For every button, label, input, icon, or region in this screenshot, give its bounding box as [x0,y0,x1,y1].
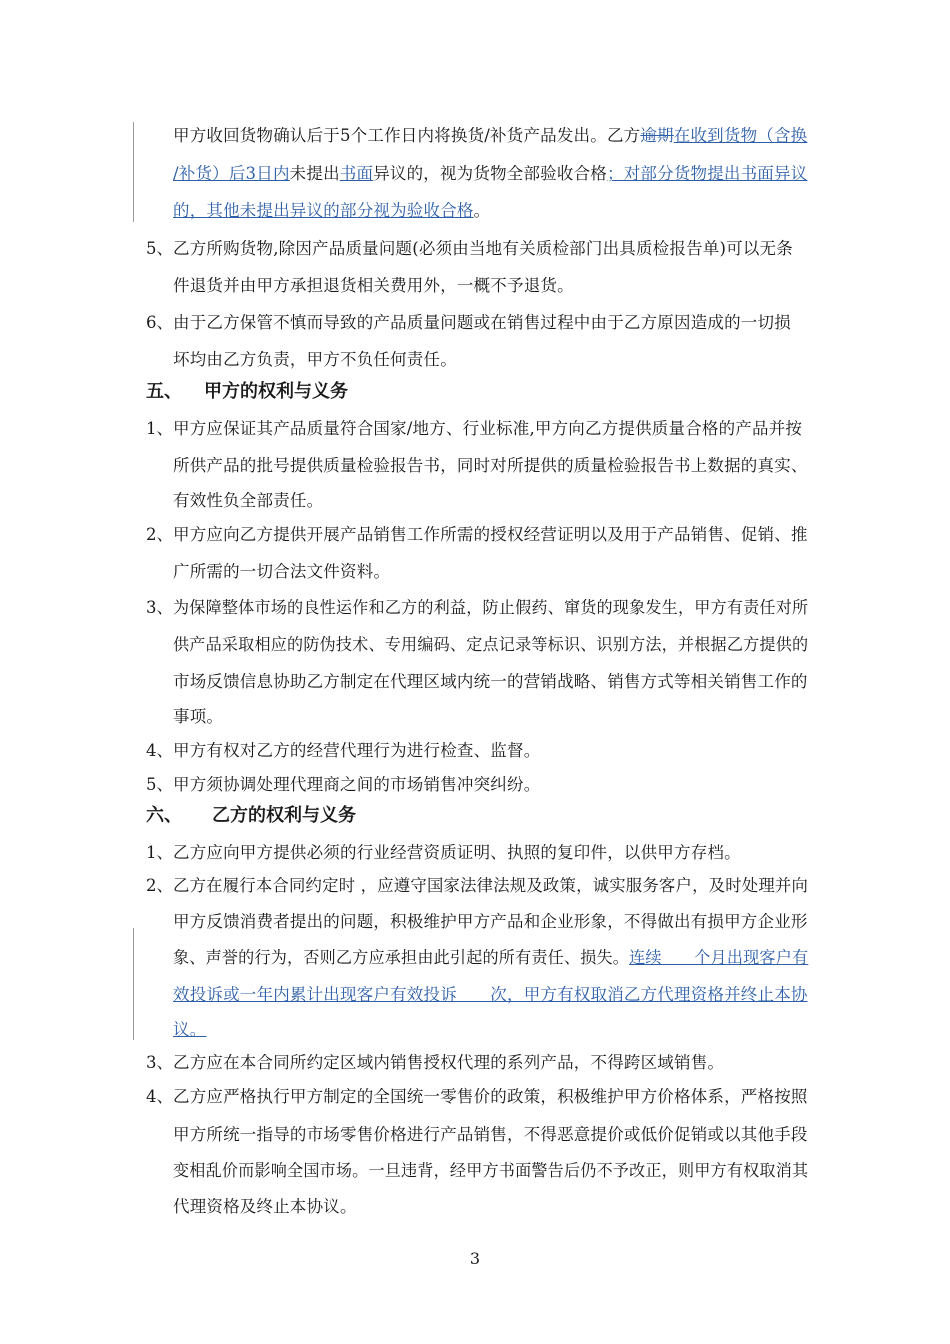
item-number: 2、 [146,876,173,895]
section-title: 甲方的权利与义务 [204,381,348,402]
item-number: 6、 [146,313,173,332]
paragraph-line: 甲方反馈消费者提出的问题，积极维护甲方产品和企业形象，不得做出有损甲方企业形 [173,912,808,931]
inserted-text: ；对部分货物提出书面异议 [607,164,808,183]
item-number: 5、 [146,239,173,258]
text: 甲方收回货物确认后于5个工作日内将换货/补货产品发出。乙方 [173,126,641,145]
paragraph-line [173,125,807,147]
text: 象、声誉的行为，否则乙方应承担由此引起的所有责任、损失。 [173,948,630,967]
paragraph-line: 由于乙方保管不慎而导致的产品质量问题或在销售过程中由于乙方原因造成的一切损 [173,313,791,332]
paragraph-line: 乙方应向甲方提供必须的行业经营资质证明、执照的复印件，以供甲方存档。 [173,843,741,862]
paragraph-line: 乙方应严格执行甲方制定的全国统一零售价的政策，积极维护甲方价格体系，严格按照 [173,1087,808,1106]
section-title: 乙方的权利与义务 [212,805,356,826]
paragraph-line: 事项。 [173,707,224,726]
paragraph-line: 甲方应向乙方提供开展产品销售工作所需的授权经营证明以及用于产品销售、促销、推 [173,525,808,544]
inserted-text: 效投诉或一年内累计出现客户有效投诉 次，甲方有权取消乙方代理资格并终止本协 [173,985,808,1004]
paragraph-line: 甲方有权对乙方的经营代理行为进行检查、监督。 [173,741,541,760]
inserted-text: 连续 个月出现客户有 [629,948,809,967]
paragraph-line: 坏均由乙方负责，甲方不负任何责任。 [173,350,457,369]
inserted-text: 议。 [173,1020,207,1039]
paragraph-line [173,163,807,185]
inserted-text: 在收到货物（含换 [673,126,808,145]
paragraph-line: 所供产品的批号提供质量检验报告书，同时对所提供的质量检验报告书上数据的真实、 [173,456,808,475]
paragraph-line: 乙方在履行本合同约定时 ，应遵守国家法律法规及政策，诚实服务客户，及时处理并向 [173,876,809,895]
paragraph-line: 代理资格及终止本协议。 [173,1197,357,1216]
paragraph-line: 件退货并由甲方承担退货相关费用外，一概不予退货。 [173,276,574,295]
paragraph-line: 乙方应在本合同所约定区域内销售授权代理的系列产品，不得跨区域销售。 [173,1053,725,1072]
section-number: 五、 [146,381,182,402]
paragraph-line: 为保障整体市场的良性运作和乙方的利益，防止假药、窜货的现象发生，甲方有责任对所 [173,598,809,617]
inserted-text: 书面 [339,164,374,183]
paragraph-line: 甲方须协调处理代理商之间的市场销售冲突纠纷。 [173,775,541,794]
section-number: 六、 [146,805,182,826]
page-number: 3 [469,1249,481,1268]
deleted-text: 逾期 [640,126,674,145]
paragraph-line: 市场反馈信息协助乙方制定在代理区域内统一的营销战略、销售方式等相关销售工作的 [173,672,808,691]
revision-bar [133,928,134,1040]
item-number: 4、 [146,1087,173,1106]
item-number: 3、 [146,598,173,617]
text: 异议的，视为货物全部验收合格 [373,164,607,183]
item-number: 1、 [146,419,173,438]
paragraph-line: 变相乱价而影响全国市场。一旦违背，经甲方书面警告后仍不予改正，则甲方有权取消其 [173,1161,809,1180]
paragraph-line [173,947,808,969]
item-number: 2、 [146,525,173,544]
text: 未提出 [289,164,340,183]
item-number: 5、 [146,775,173,794]
paragraph-line: 广所需的一切合法文件资料。 [173,562,391,581]
paragraph-line: 供产品采取相应的防伪技术、专用编码、定点记录等标识、识别方法，并根据乙方提供的 [173,635,809,654]
item-number: 4、 [146,741,173,760]
paragraph-line: 乙方所购货物,除因产品质量问题(必须由当地有关质检部门出具质检报告单)可以无条 [173,239,793,258]
paragraph-line [173,200,490,222]
paragraph-line: 有效性负全部责任。 [173,491,324,510]
revision-bar [133,122,134,222]
item-number: 1、 [146,843,173,862]
text: 。 [473,201,491,220]
paragraph-line: 甲方应保证其产品质量符合国家/地方、行业标准,甲方向乙方提供质量合格的产品并按 [173,419,803,438]
inserted-text: 的，其他未提出异议的部分视为验收合格 [173,201,474,220]
paragraph-line: 甲方所统一指导的市场零售价格进行产品销售，不得恶意提价或低价促销或以其他手段 [173,1125,808,1144]
item-number: 3、 [146,1053,173,1072]
inserted-text: /补货）后3日内 [173,164,290,183]
